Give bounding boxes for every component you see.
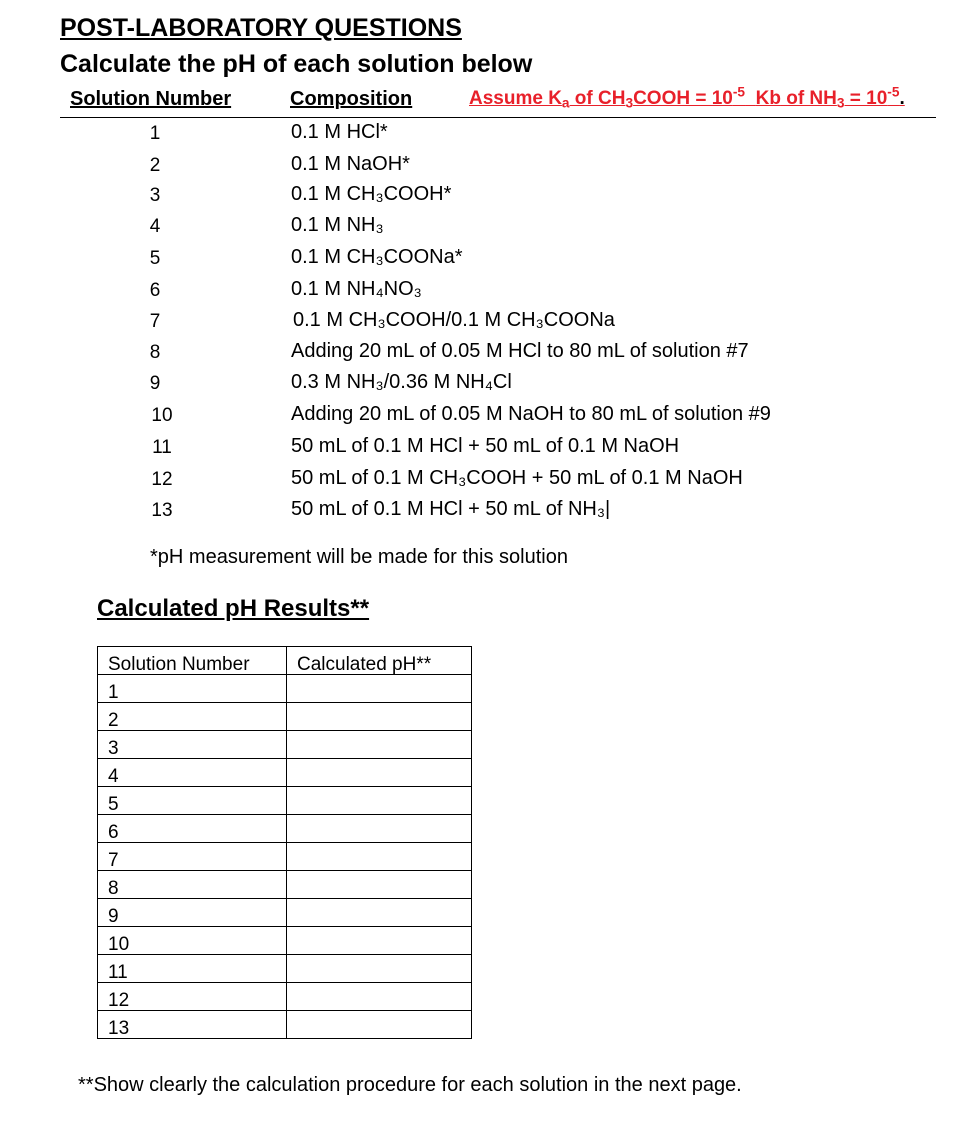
row-number: 7: [98, 843, 287, 871]
solution-composition: Adding 20 mL of 0.05 M NaOH to 80 mL of solution #9: [291, 403, 771, 425]
solution-number: 5: [149, 248, 161, 269]
ph-input-cell[interactable]: [287, 675, 472, 703]
table-row: [98, 815, 472, 843]
ph-input-cell[interactable]: [287, 927, 472, 955]
row-number: 6: [98, 815, 287, 843]
base-subscript: 3: [836, 95, 845, 111]
assumption-end: .: [899, 88, 905, 109]
solution-number: 3: [149, 185, 161, 206]
ph-input-cell[interactable]: [287, 703, 472, 731]
row-number: 10: [98, 927, 287, 955]
row-number: 12: [98, 983, 287, 1011]
row-number: 1: [98, 675, 287, 703]
solution-number: 8: [149, 342, 161, 363]
row-number: 8: [98, 871, 287, 899]
page-title: POST-LABORATORY QUESTIONS: [60, 14, 462, 42]
kb-label: Kb: [755, 88, 781, 109]
table-row: [98, 871, 472, 899]
table-row: [98, 927, 472, 955]
solution-number: 12: [151, 469, 173, 490]
solution-number: 2: [149, 155, 161, 176]
table-row: [98, 983, 472, 1011]
base-name: of NH: [780, 88, 837, 109]
table-row: [98, 899, 472, 927]
footnote: *pH measurement will be made for this solution: [150, 546, 568, 568]
ka-exponent: -5: [732, 84, 746, 100]
solution-composition: 0.3 M NH₃/0.36 M NH₄Cl: [291, 371, 512, 393]
solution-composition: 0.1 M NaOH*: [291, 153, 410, 175]
solution-number: 10: [151, 405, 173, 426]
header-rule: [60, 117, 936, 118]
header-calculated-ph: Calculated pH**: [287, 647, 472, 675]
ph-input-cell[interactable]: [287, 815, 472, 843]
acid-subscript: 3: [625, 95, 634, 111]
row-number: 4: [98, 759, 287, 787]
ph-input-cell[interactable]: [287, 871, 472, 899]
ph-input-cell[interactable]: [287, 955, 472, 983]
ph-input-cell[interactable]: [287, 759, 472, 787]
solution-composition: 50 mL of 0.1 M HCl + 50 mL of NH₃|: [291, 498, 611, 520]
solution-composition: 50 mL of 0.1 M HCl + 50 mL of 0.1 M NaOH: [291, 435, 680, 457]
ph-input-cell[interactable]: [287, 843, 472, 871]
table-row: [98, 843, 472, 871]
table-row: [98, 1011, 472, 1039]
table-row: [98, 675, 472, 703]
acid-tail: COOH = 10: [633, 88, 733, 109]
solution-number: 1: [149, 123, 161, 144]
solution-number: 7: [149, 311, 161, 332]
ph-input-cell[interactable]: [287, 731, 472, 759]
ph-input-cell[interactable]: [287, 787, 472, 815]
results-title: Calculated pH Results**: [97, 595, 370, 622]
row-number: 9: [98, 899, 287, 927]
solution-composition: 0.1 M CH₃COONa*: [291, 246, 463, 268]
ph-input-cell[interactable]: [287, 1011, 472, 1039]
page-subtitle: Calculate the pH of each solution below: [60, 50, 533, 78]
table-row: [98, 787, 472, 815]
solution-number: 6: [149, 280, 161, 301]
column-header-composition: Composition: [290, 88, 413, 110]
table-row: [98, 955, 472, 983]
header-solution-number: Solution Number: [98, 647, 287, 675]
solution-number: 13: [151, 500, 173, 521]
ph-input-cell[interactable]: [287, 983, 472, 1011]
base-tail: = 10: [844, 88, 888, 109]
row-number: 13: [98, 1011, 287, 1039]
column-header-solution-number: Solution Number: [70, 88, 232, 110]
solution-composition: Adding 20 mL of 0.05 M HCl to 80 mL of solution #7: [291, 340, 749, 362]
table-row: [98, 731, 472, 759]
ph-input-cell[interactable]: [287, 899, 472, 927]
solution-composition: 0.1 M HCl*: [291, 121, 388, 143]
row-number: 3: [98, 731, 287, 759]
table-row: [98, 759, 472, 787]
assume-prefix: Assume K: [469, 88, 562, 109]
ka-subscript: a: [561, 95, 570, 111]
solution-composition: 0.1 M NH₃: [291, 214, 384, 236]
row-number: 2: [98, 703, 287, 731]
solution-composition: 0.1 M NH₄NO₃: [291, 278, 422, 300]
constants-assumption: [469, 84, 905, 111]
results-table: [97, 646, 472, 1039]
solution-number: 4: [149, 216, 161, 237]
kb-exponent: -5: [887, 84, 900, 100]
solution-number: 11: [152, 437, 172, 458]
row-number: 11: [98, 955, 287, 983]
solution-composition: 0.1 M CH₃COOH/0.1 M CH₃COONa: [293, 309, 615, 331]
solution-number: 9: [149, 373, 161, 394]
table-header-row: [98, 647, 472, 675]
solution-composition: 50 mL of 0.1 M CH₃COOH + 50 mL of 0.1 M NaOH: [291, 467, 743, 489]
table-row: [98, 703, 472, 731]
calculation-note: **Show clearly the calculation procedure for each solution in the next page.: [78, 1074, 742, 1096]
solution-composition: 0.1 M CH₃COOH*: [291, 183, 452, 205]
row-number: 5: [98, 787, 287, 815]
acid-name: of CH: [569, 88, 626, 109]
